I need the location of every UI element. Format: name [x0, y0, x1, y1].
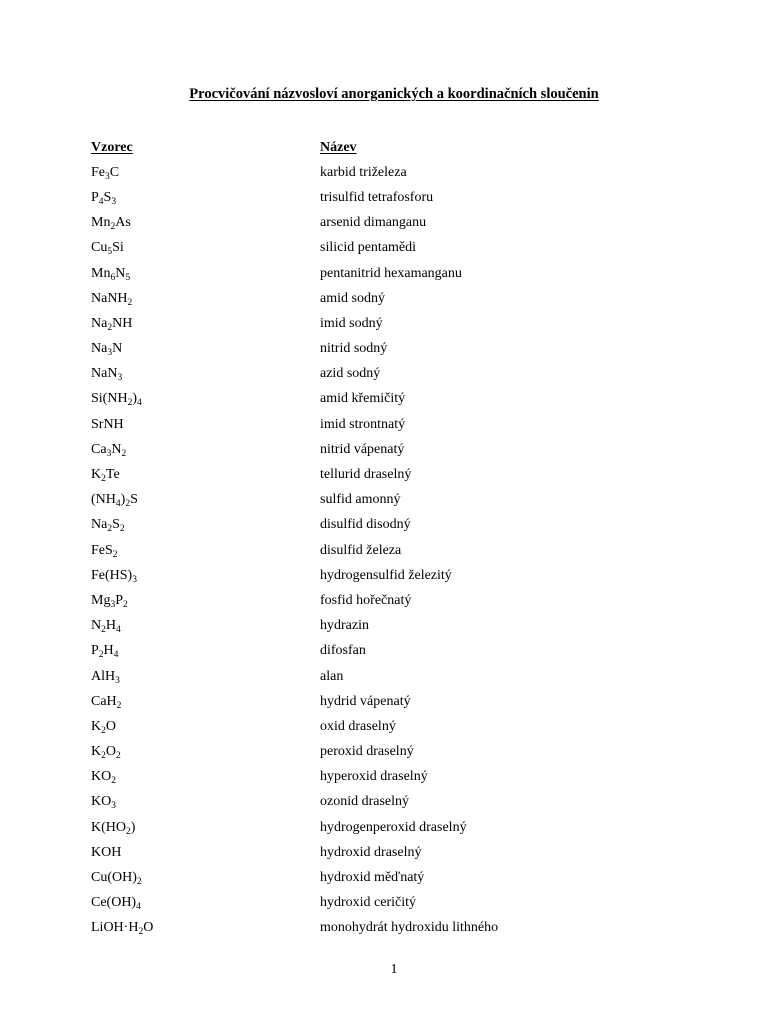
formula-cell: AlH$_3$: [91, 668, 120, 686]
table-header-row: [91, 135, 498, 160]
name-cell: silicid pentamědi: [320, 240, 417, 256]
table-row: [91, 412, 498, 437]
name-cell: hydrid vápenatý: [320, 693, 411, 709]
table-row: [91, 614, 498, 639]
formula-cell: $(NH_4)_2S$: [91, 492, 138, 510]
formula-cell: $Fe_3C$: [91, 164, 120, 182]
name-cell: monohydrát hydroxidu lithného: [320, 920, 499, 936]
table-row: [91, 160, 498, 185]
formula-cell: $KO_2$: [91, 769, 116, 787]
formula-cell: $Cu(OH)_2$: [91, 870, 142, 888]
table-row: [91, 462, 498, 487]
table-row: [91, 437, 498, 462]
name-cell: hydroxid měďnatý: [320, 870, 425, 886]
formula-cell: $N_2H_4$: [91, 618, 121, 636]
table-row: [91, 387, 498, 412]
formula-cell: $Si(NH_2)_4$: [91, 391, 142, 409]
table-row: [91, 689, 498, 714]
formula-cell: $Cu_5Si$: [91, 240, 124, 258]
name-cell: nitrid vápenatý: [320, 441, 405, 457]
table-row: [91, 714, 498, 739]
table-row: [91, 740, 498, 765]
formula-cell: CaH$_2$: [91, 693, 122, 711]
formula-cell: NaN$_3$: [91, 366, 123, 384]
formula-cell: $Mn_2As$: [91, 215, 131, 233]
table-row: [91, 765, 498, 790]
page-number: 1: [390, 962, 398, 977]
formula-cell: $Ca_3N_2$: [91, 441, 127, 459]
formula-cell: NaNH$_2$: [91, 290, 133, 308]
formula-cell: $Ce(OH)_4$: [91, 895, 141, 913]
name-cell: disulfid disodný: [320, 517, 411, 533]
name-cell: amid křemičitý: [320, 391, 406, 407]
table-row: [91, 513, 498, 538]
table-row: [91, 538, 498, 563]
name-cell: sulfid amonný: [320, 492, 401, 508]
name-cell: disulfid železa: [320, 542, 402, 558]
name-cell: hydroxid ceričitý: [320, 895, 417, 911]
name-cell: azid sodný: [320, 366, 381, 382]
table-row: [91, 916, 498, 941]
formula-cell: $P_4S_3$: [91, 189, 117, 207]
formula-cell: $Na_3N$: [91, 341, 123, 359]
formula-cell: $Na_2NH$: [91, 315, 133, 333]
table-row: [91, 664, 498, 689]
name-cell: hydrogenperoxid draselný: [320, 819, 467, 835]
table-row: [91, 311, 498, 336]
table-row: [91, 211, 498, 236]
name-cell: alan: [320, 668, 344, 684]
table-row: [91, 891, 498, 916]
table-row: [91, 286, 498, 311]
name-cell: imid strontnatý: [320, 416, 406, 432]
table-row: [91, 261, 498, 286]
page-title: Procvičování názvosloví anorganických a koordinačních sloučenin: [189, 86, 599, 102]
table-row: [91, 639, 498, 664]
name-cell: peroxid draselný: [320, 744, 414, 760]
table-row: [91, 588, 498, 613]
table-row: [91, 236, 498, 261]
name-cell: hyperoxid draselný: [320, 769, 428, 785]
formula-cell: $Mg_3P_2$: [91, 592, 128, 610]
formula-cell: $P_2H_4$: [91, 643, 119, 661]
name-cell: ozonid draselný: [320, 794, 410, 810]
name-cell: hydroxid draselný: [320, 844, 422, 860]
formula-column-header: Vzorec: [91, 139, 133, 155]
name-column-header: Název: [320, 139, 357, 155]
table-body: [91, 160, 498, 941]
name-cell: hydrogensulfid železitý: [320, 567, 452, 583]
table-row: [91, 790, 498, 815]
formula-cell: FeS$_2$: [91, 542, 118, 560]
name-cell: fosfid hořečnatý: [320, 592, 412, 608]
name-cell: arsenid dimanganu: [320, 215, 427, 231]
formula-cell: $K(HO_2)$: [91, 819, 136, 837]
table-row: [91, 563, 498, 588]
table-row: [91, 185, 498, 210]
name-cell: hydrazin: [320, 618, 369, 634]
name-cell: oxid draselný: [320, 718, 396, 734]
name-cell: amid sodný: [320, 290, 385, 306]
table-row: [91, 362, 498, 387]
table-row: [91, 337, 498, 362]
formula-cell: KOH: [91, 844, 122, 860]
name-cell: trisulfid tetrafosforu: [320, 189, 434, 205]
formula-cell: SrNH: [91, 416, 124, 432]
formula-cell: $K_2Te$: [91, 467, 120, 485]
table-row: [91, 865, 498, 890]
name-cell: pentanitrid hexamanganu: [320, 265, 462, 281]
formula-cell: $K_2O_2$: [91, 744, 121, 762]
formula-table: [91, 135, 498, 941]
table-row: [91, 815, 498, 840]
formula-cell: $KO_3$: [91, 794, 116, 812]
formula-cell: $Fe(HS)_3$: [91, 567, 137, 585]
name-cell: difosfan: [320, 643, 366, 659]
name-cell: imid sodný: [320, 315, 383, 331]
formula-cell: $LiOH\cdot H_2O$: [91, 920, 154, 938]
formula-cell: $K_2O$: [91, 718, 116, 736]
formula-cell: $Na_2S_2$: [91, 517, 125, 535]
table-row: [91, 840, 498, 865]
name-cell: tellurid draselný: [320, 467, 412, 483]
name-cell: karbid triželeza: [320, 164, 407, 180]
table-row: [91, 488, 498, 513]
formula-cell: $Mn_6N_5$: [91, 265, 131, 283]
name-cell: nitrid sodný: [320, 341, 388, 357]
